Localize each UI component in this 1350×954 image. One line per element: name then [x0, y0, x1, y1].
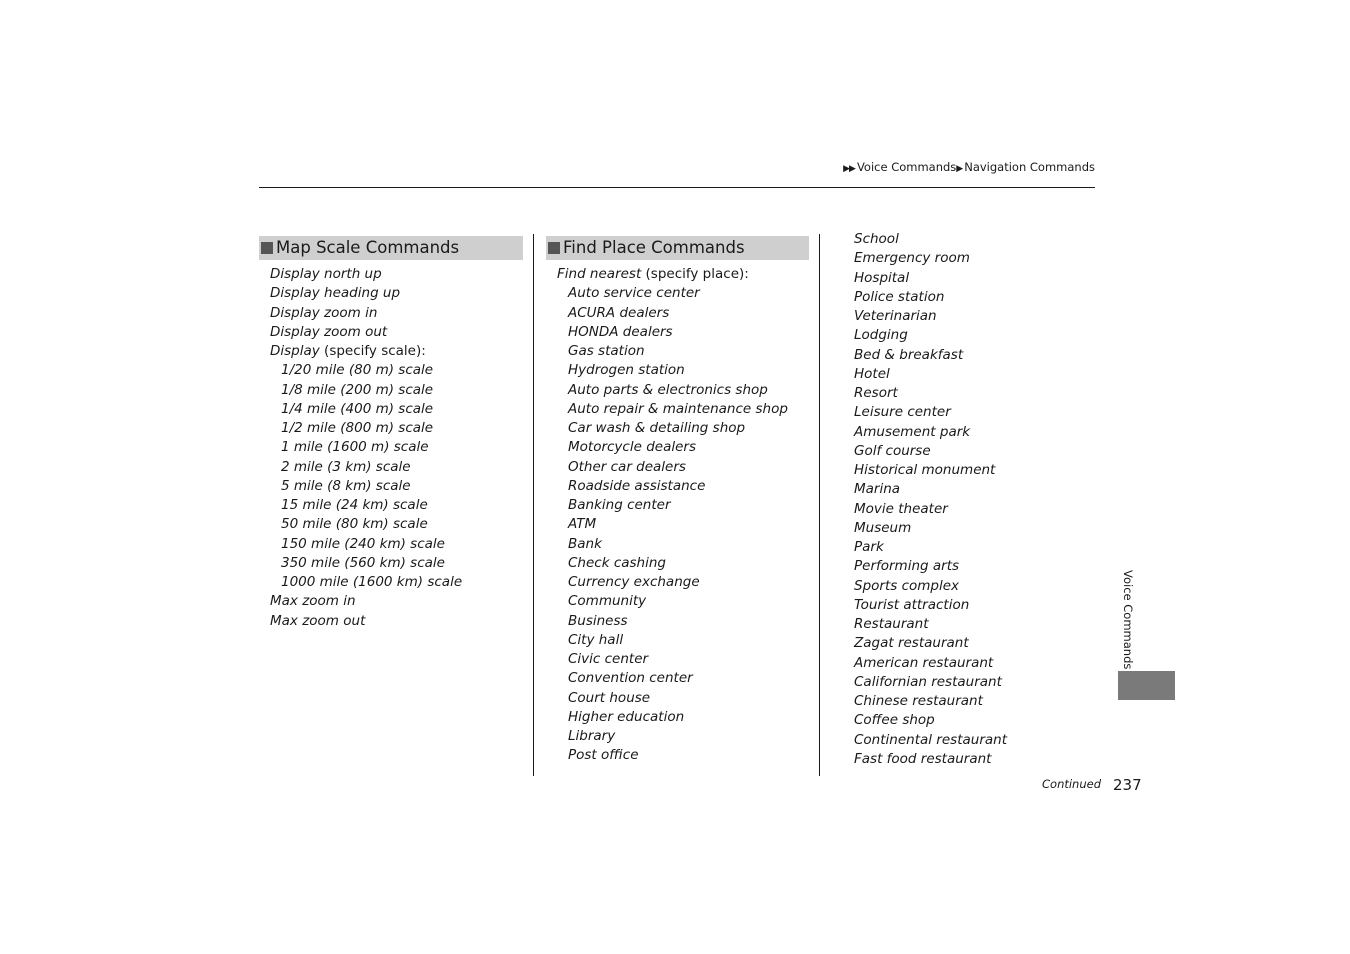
- command-text: Display zoom in: [270, 304, 378, 321]
- header-rule: [259, 187, 1095, 188]
- command-text: Civic center: [568, 651, 649, 667]
- command-text: Other car dealers: [568, 458, 686, 475]
- list-item: [546, 304, 809, 323]
- breadcrumb-voice-commands: Voice Commands: [856, 160, 957, 174]
- command-text: Higher education: [568, 708, 685, 725]
- list-item: Museum: [854, 519, 912, 536]
- command-text: Find nearest: [557, 266, 642, 282]
- list-item: Police station: [854, 288, 945, 305]
- list-item: Veterinarian: [854, 308, 937, 324]
- command-note: (specify place):: [641, 266, 749, 282]
- list-item: Fast food restaurant: [854, 750, 992, 767]
- section-square-icon: [548, 242, 560, 254]
- command-text: Max zoom out: [270, 612, 366, 629]
- command-text: 350 mile (560 km) scale: [281, 554, 445, 571]
- list-item: Park: [854, 539, 884, 555]
- find-place-list: [546, 265, 809, 766]
- command-text: Community: [568, 593, 647, 610]
- list-item: Movie theater: [854, 500, 948, 517]
- command-text: Display heading up: [270, 285, 401, 302]
- command-text: 1/2 mile (800 m) scale: [281, 420, 434, 436]
- command-note: (specify scale):: [319, 343, 426, 359]
- list-item: Bed & breakfast: [854, 346, 964, 363]
- command-text: 1 mile (1600 m) scale: [281, 439, 429, 456]
- list-item: [546, 554, 809, 573]
- list-item: Lodging: [854, 327, 908, 344]
- map-scale-heading: [259, 236, 523, 260]
- list-item: Californian restaurant: [854, 673, 1002, 690]
- continued-label: Continued: [1042, 777, 1102, 791]
- breadcrumb-separator-icon: ▶: [956, 164, 963, 174]
- command-text: Display zoom out: [270, 323, 388, 340]
- list-item: [546, 361, 809, 380]
- command-text: Currency exchange: [568, 574, 700, 590]
- list-item: School: [854, 231, 899, 247]
- command-text: Hydrogen station: [568, 362, 685, 379]
- column-divider: [819, 234, 820, 776]
- list-item: [259, 265, 523, 284]
- list-item: [546, 631, 809, 650]
- list-item: [546, 438, 809, 457]
- list-item: Marina: [854, 481, 901, 498]
- list-item: Tourist attraction: [854, 596, 970, 613]
- command-text: Banking center: [568, 497, 671, 513]
- command-text: City hall: [568, 631, 624, 648]
- list-item: Zagat restaurant: [854, 635, 969, 652]
- list-item: [546, 400, 809, 419]
- side-tab-marker: [1118, 671, 1175, 700]
- side-tab-label: Voice Commands: [1121, 570, 1135, 670]
- list-item: [546, 323, 809, 342]
- find-place-continued-section: [854, 230, 1094, 769]
- command-text: Motorcycle dealers: [568, 439, 696, 456]
- list-item: Hotel: [854, 365, 890, 382]
- command-text: HONDA dealers: [568, 323, 673, 340]
- list-item: Leisure center: [854, 404, 951, 421]
- command-text: Check cashing: [568, 554, 666, 571]
- list-item: [546, 284, 809, 303]
- list-item: [546, 342, 809, 361]
- find-place-continued-list: [854, 230, 1094, 769]
- command-text: 150 mile (240 km) scale: [281, 535, 445, 552]
- command-text: 15 mile (24 km) scale: [281, 497, 428, 513]
- list-item: [259, 400, 523, 419]
- list-item: [546, 727, 809, 746]
- list-item: [546, 708, 809, 727]
- breadcrumb: [843, 160, 1095, 174]
- list-item: Resort: [854, 385, 898, 401]
- breadcrumb-arrows-icon: ▶▶: [843, 164, 855, 174]
- command-text: Business: [568, 612, 628, 629]
- list-item: [546, 419, 809, 438]
- command-text: 1/4 mile (400 m) scale: [281, 400, 434, 417]
- map-scale-title: Map Scale Commands: [276, 238, 460, 257]
- list-item: Hospital: [854, 269, 910, 286]
- command-text: Auto service center: [568, 285, 700, 302]
- list-item: [546, 458, 809, 477]
- list-item: [259, 612, 523, 631]
- list-item: [259, 477, 523, 496]
- list-item: Sports complex: [854, 577, 960, 594]
- command-text: Bank: [568, 535, 602, 552]
- command-text: Max zoom in: [270, 593, 356, 610]
- list-item: Restaurant: [854, 616, 929, 632]
- list-item: [259, 323, 523, 342]
- command-text: Library: [568, 728, 616, 744]
- list-item: [259, 496, 523, 515]
- map-scale-section: [259, 230, 523, 631]
- command-text: 1/20 mile (80 m) scale: [281, 362, 434, 379]
- section-square-icon: [261, 242, 273, 254]
- list-item: [259, 361, 523, 380]
- list-item: [546, 669, 809, 688]
- page-number: 237: [1113, 776, 1142, 794]
- list-item: [259, 438, 523, 457]
- command-text: Car wash & detailing shop: [568, 420, 746, 436]
- list-item: [259, 419, 523, 438]
- list-item: American restaurant: [854, 654, 994, 671]
- list-item: [546, 381, 809, 400]
- list-item: [546, 592, 809, 611]
- command-text: ACURA dealers: [568, 304, 670, 321]
- command-text: ATM: [568, 516, 597, 533]
- find-place-title: Find Place Commands: [563, 238, 745, 257]
- list-item: [546, 689, 809, 708]
- list-item: [259, 573, 523, 592]
- list-item: Chinese restaurant: [854, 693, 983, 709]
- command-text: 50 mile (80 km) scale: [281, 516, 428, 533]
- find-place-section: [546, 230, 809, 766]
- list-item: Coffee shop: [854, 712, 935, 729]
- command-text: Convention center: [568, 670, 693, 687]
- find-place-heading: [546, 236, 809, 260]
- list-item: [546, 265, 809, 284]
- command-text: Auto parts & electronics shop: [568, 381, 768, 398]
- list-item: [259, 592, 523, 611]
- list-item: Continental restaurant: [854, 731, 1007, 748]
- list-item: [259, 381, 523, 400]
- map-scale-list: [259, 265, 523, 631]
- command-text: 2 mile (3 km) scale: [281, 458, 411, 475]
- list-item: [546, 477, 809, 496]
- command-text: Auto repair & maintenance shop: [568, 400, 788, 417]
- command-text: Roadside assistance: [568, 477, 706, 494]
- list-item: Emergency room: [854, 250, 970, 267]
- command-text: 1/8 mile (200 m) scale: [281, 381, 434, 398]
- command-text: Display north up: [270, 266, 382, 282]
- list-item: [546, 535, 809, 554]
- command-text: Court house: [568, 689, 651, 706]
- list-item: [259, 535, 523, 554]
- command-text: Display: [270, 343, 320, 359]
- column-divider: [533, 234, 534, 776]
- list-item: [546, 496, 809, 515]
- list-item: Historical monument: [854, 462, 996, 478]
- list-item: [259, 304, 523, 323]
- list-item: Performing arts: [854, 558, 960, 575]
- list-item: [259, 515, 523, 534]
- list-item: Amusement park: [854, 423, 971, 440]
- list-item: [546, 612, 809, 631]
- list-item: [259, 342, 523, 361]
- list-item: [546, 573, 809, 592]
- list-item: Golf course: [854, 442, 931, 459]
- breadcrumb-navigation-commands: Navigation Commands: [964, 160, 1095, 174]
- command-text: 1000 mile (1600 km) scale: [281, 574, 463, 590]
- command-text: Gas station: [568, 343, 645, 359]
- list-item: [546, 746, 809, 765]
- command-text: 5 mile (8 km) scale: [281, 477, 411, 494]
- list-item: [259, 554, 523, 573]
- command-text: Post office: [568, 747, 639, 764]
- list-item: [546, 515, 809, 534]
- list-item: [546, 650, 809, 669]
- list-item: [259, 284, 523, 303]
- list-item: [259, 458, 523, 477]
